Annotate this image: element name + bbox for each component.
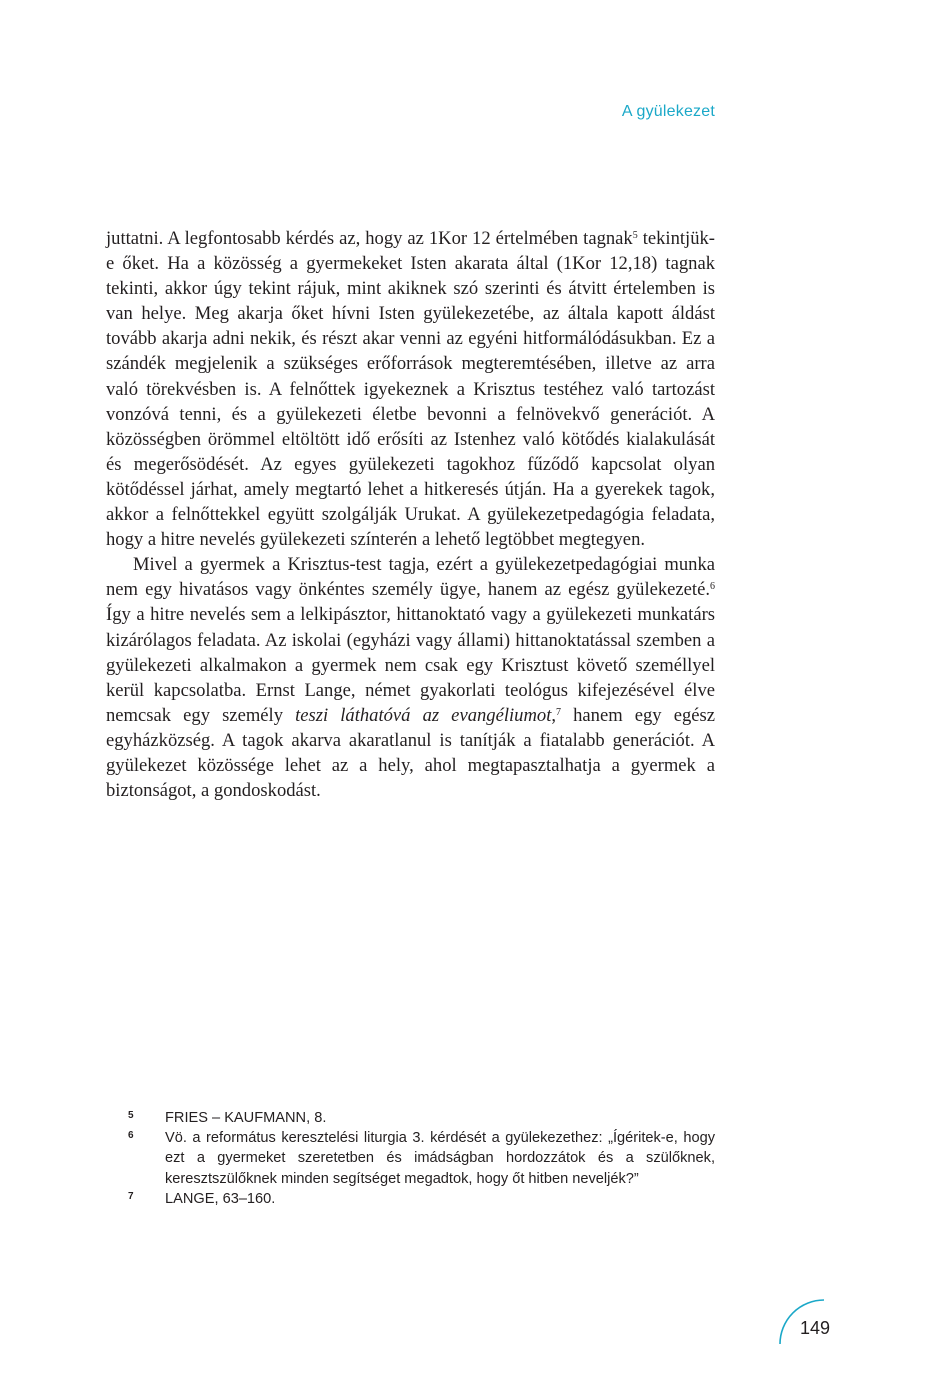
footnote-number: 5	[128, 1110, 134, 1121]
footnote-ref-7: 7	[556, 706, 562, 718]
paragraph-2-text-c: hanem egy egész egyházközség. A tagok akarva akaratlanul is tanítják a fiatalabb generációt. A gyülekezet közössége lehet az a hely, ahol megtapasztalhatja a gyermek a biztonságot, a gondoskodást.	[106, 704, 715, 802]
italic-phrase: teszi láthatóvá az evangéliumot	[295, 704, 552, 726]
footnote	[128, 1189, 715, 1209]
footnote-ref-6: 6	[710, 581, 715, 593]
body-text	[106, 226, 715, 803]
footnote-number: 7	[128, 1190, 134, 1202]
footnote-number: 6	[128, 1130, 134, 1142]
paragraph-2-text-a: Mivel a gyermek a Krisztus-test tagja, ezért a gyülekezetpedagógiai munka nem egy hivatásos vagy önkéntes személy ügye, hanem az egész gyülekezeté.	[106, 554, 715, 601]
paragraph-1-text-b: tekintjük-e őket. Ha a közösség a gyermekeket Isten akarata által (1Kor 12,18) tagnak tekinti, akkor úgy tekint rájuk, mint akiknek szó szerinti és átvitt értelemben is van helye. Meg akarja őket hívni Isten gyülekezetébe, az általa kapott áldást tovább akarja adni nekik, és részt akar venni az egyéni hitformálódásukban. Ez a szándék megjelenik a szükséges erőforrások megteremtésében, illetve az arra való törekvésben is. A felnőttek igyekeznek a Krisztus testéhez való tartozást vonzóvá tenni, és a gyülekezeti életbe bevonni a felnövekvő generációt. A közösségben örömmel eltöltött idő erősíti az Istenhez való kötődés kialakulását és megerősödését. Az egyes gyülekezeti tagokhoz fűződő kapcsolat olyan kötődéssel járhat, amely megtartó lehet a hitkeresés útján. Ha a gyerekek tagok, akkor a felnőttekkel együtt szolgálják Urukat. A gyülekezetpedagógia feladata, hogy a hitre nevelés gyülekezeti színterén a lehető legtöbbet megtegyen.	[106, 228, 715, 551]
paragraph-1-text-a: juttatni. A legfontosabb kérdés az, hogy az 1Kor 12 értelmében tagnak	[106, 228, 633, 249]
page-number: 149	[800, 1318, 831, 1338]
paragraph-2-comma: ,	[551, 704, 557, 726]
paragraph-2-text-b: Így a hitre nevelés sem a lelkipásztor, hittanoktató vagy a gyülekezeti munkatárs kizárólagos feladata. Az iskolai (egyházi vagy állami) hittanoktatással szemben a gyülekezeti alkalmakon a gyermek nem csak egy Krisztust követő személlyel kerül kapcsolatba. Ernst Lange, német gyakorlati teológus kifejezésével élve nemcsak egy személy	[106, 604, 715, 726]
running-head: A gyülekezet	[621, 103, 715, 120]
footnote-text: Vö. a református keresztelési liturgia 3. kérdését a gyülekezethez: „Ígéritek-e, hogy ezt a gyermeket szeretetben és imádságban hordozzátok és a szülőknek, keresztszülőknek minden segítséget megadtok, hogy őt hitben neveljék?”	[165, 1130, 715, 1187]
footnote	[128, 1108, 715, 1128]
footnote-text: FRIES – KAUFMANN, 8.	[165, 1110, 327, 1126]
footnote-ref-5: 5	[632, 230, 638, 241]
paragraph-2	[106, 552, 715, 803]
footnotes	[128, 1108, 715, 1209]
paragraph-1	[106, 226, 715, 552]
footnote-text: LANGE, 63–160.	[165, 1190, 276, 1207]
footnote	[128, 1128, 715, 1189]
